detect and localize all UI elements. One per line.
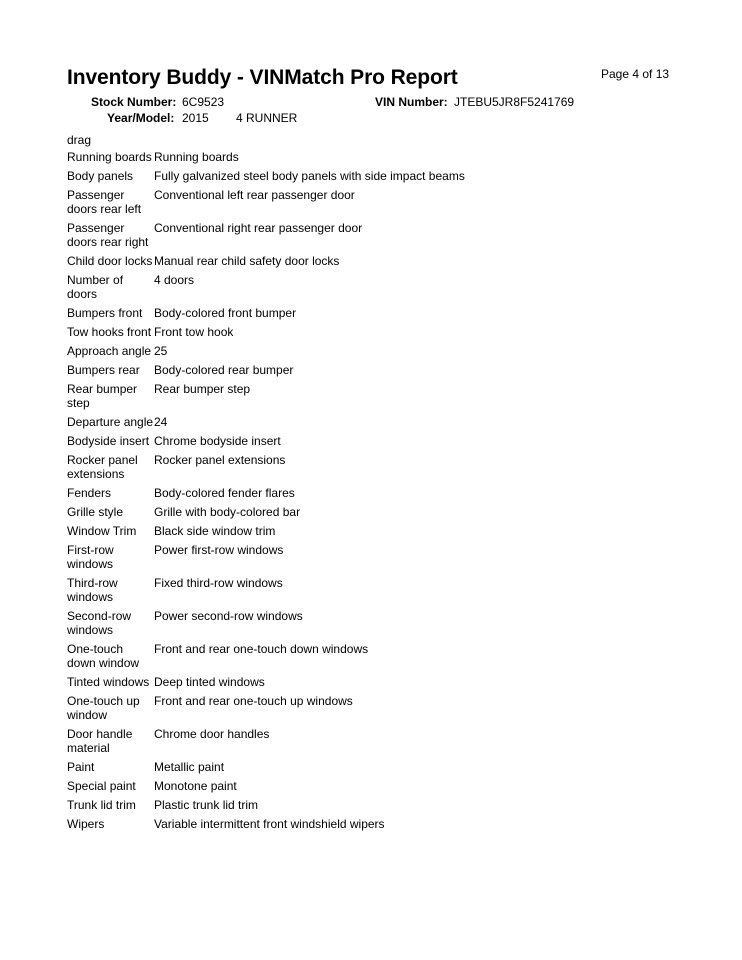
spec-row bbox=[67, 434, 667, 453]
spec-key: Bodyside insert bbox=[67, 434, 150, 448]
spec-value: Black side window trim bbox=[154, 524, 276, 538]
spec-key: Body panels bbox=[67, 169, 134, 183]
spec-key: Approach angle bbox=[67, 344, 152, 358]
spec-row bbox=[67, 150, 667, 169]
spec-row bbox=[67, 760, 667, 779]
spec-value: Deep tinted windows bbox=[154, 675, 265, 689]
spec-value: 24 bbox=[154, 415, 168, 429]
spec-value: Plastic trunk lid trim bbox=[154, 798, 259, 812]
spec-key: Trunk lid trim bbox=[67, 798, 136, 812]
spec-row bbox=[67, 363, 667, 382]
year-model-label: Year/Model: bbox=[107, 111, 175, 125]
spec-row bbox=[67, 576, 667, 609]
spec-key: Wipers bbox=[67, 817, 105, 831]
spec-row bbox=[67, 344, 667, 363]
spec-value: Chrome door handles bbox=[154, 727, 270, 741]
spec-value: 25 bbox=[154, 344, 168, 358]
spec-value: Power first-row windows bbox=[154, 543, 284, 557]
spec-row bbox=[67, 609, 667, 642]
spec-row bbox=[67, 486, 667, 505]
stock-number-label: Stock Number: bbox=[91, 95, 177, 109]
spec-key: Tinted windows bbox=[67, 675, 150, 689]
year-value: 2015 bbox=[182, 111, 209, 125]
spec-value: Fully galvanized steel body panels with side impact beams bbox=[154, 169, 465, 183]
spec-row bbox=[67, 798, 667, 817]
spec-row bbox=[67, 254, 667, 273]
spec-value: Rocker panel extensions bbox=[154, 453, 286, 467]
spec-value: Running boards bbox=[154, 150, 239, 164]
spec-value: Fixed third-row windows bbox=[154, 576, 283, 590]
spec-key: Grille style bbox=[67, 505, 124, 519]
spec-value: Front and rear one-touch up windows bbox=[154, 694, 353, 708]
spec-value: Variable intermittent front windshield wipers bbox=[154, 817, 385, 831]
spec-key: Tow hooks front bbox=[67, 325, 152, 339]
spec-key: Child door locks bbox=[67, 254, 153, 268]
stock-number-value: 6C9523 bbox=[182, 95, 225, 109]
spec-value: Body-colored rear bumper bbox=[154, 363, 294, 377]
spec-value: Monotone paint bbox=[154, 779, 237, 793]
spec-row bbox=[67, 453, 667, 486]
report-title: Inventory Buddy - VINMatch Pro Report bbox=[67, 66, 458, 89]
spec-row bbox=[67, 505, 667, 524]
spec-key: Passenger doors rear left bbox=[67, 188, 142, 216]
spec-key: Rear bumper step bbox=[67, 382, 138, 410]
vin-number-value: JTEBU5JR8F5241769 bbox=[454, 95, 575, 109]
spec-key: Rocker panel extensions bbox=[67, 453, 138, 481]
continued-text: drag bbox=[67, 133, 92, 147]
spec-key: Third-row windows bbox=[67, 576, 118, 604]
spec-row bbox=[67, 817, 667, 836]
spec-row bbox=[67, 675, 667, 694]
spec-row bbox=[67, 642, 667, 675]
spec-row bbox=[67, 779, 667, 798]
spec-value: Manual rear child safety door locks bbox=[154, 254, 340, 268]
spec-value: Body-colored front bumper bbox=[154, 306, 297, 320]
spec-key: Second-row windows bbox=[67, 609, 132, 637]
spec-value: Rear bumper step bbox=[154, 382, 251, 396]
vin-number-label: VIN Number: bbox=[375, 95, 448, 109]
spec-key: Door handle material bbox=[67, 727, 133, 755]
spec-value: Front tow hook bbox=[154, 325, 234, 339]
spec-key: Special paint bbox=[67, 779, 136, 793]
spec-key: Number of doors bbox=[67, 273, 124, 301]
spec-row bbox=[67, 221, 667, 254]
model-value: 4 RUNNER bbox=[236, 111, 298, 125]
spec-key: Bumpers front bbox=[67, 306, 143, 320]
spec-key: Paint bbox=[67, 760, 95, 774]
spec-key: Running boards bbox=[67, 150, 152, 164]
spec-row bbox=[67, 169, 667, 188]
spec-value: Chrome bodyside insert bbox=[154, 434, 281, 448]
spec-value: Metallic paint bbox=[154, 760, 225, 774]
spec-row bbox=[67, 543, 667, 576]
spec-table bbox=[67, 150, 667, 836]
spec-row bbox=[67, 694, 667, 727]
spec-row bbox=[67, 524, 667, 543]
spec-key: Passenger doors rear right bbox=[67, 221, 149, 249]
spec-row bbox=[67, 727, 667, 760]
page-number: Page 4 of 13 bbox=[601, 67, 670, 81]
spec-value: 4 doors bbox=[154, 273, 195, 287]
spec-key: Departure angle bbox=[67, 415, 154, 429]
spec-row bbox=[67, 382, 667, 415]
spec-row bbox=[67, 306, 667, 325]
spec-key: One-touch up window bbox=[67, 694, 140, 722]
spec-key: One-touch down window bbox=[67, 642, 140, 670]
spec-value: Power second-row windows bbox=[154, 609, 303, 623]
spec-value: Grille with body-colored bar bbox=[154, 505, 301, 519]
spec-row bbox=[67, 273, 667, 306]
spec-value: Conventional left rear passenger door bbox=[154, 188, 355, 202]
spec-row bbox=[67, 415, 667, 434]
spec-key: Window Trim bbox=[67, 524, 137, 538]
spec-value: Front and rear one-touch down windows bbox=[154, 642, 369, 656]
spec-value: Body-colored fender flares bbox=[154, 486, 295, 500]
spec-key: Bumpers rear bbox=[67, 363, 140, 377]
spec-key: First-row windows bbox=[67, 543, 114, 571]
spec-row bbox=[67, 188, 667, 221]
spec-row bbox=[67, 325, 667, 344]
spec-key: Fenders bbox=[67, 486, 112, 500]
spec-value: Conventional right rear passenger door bbox=[154, 221, 363, 235]
